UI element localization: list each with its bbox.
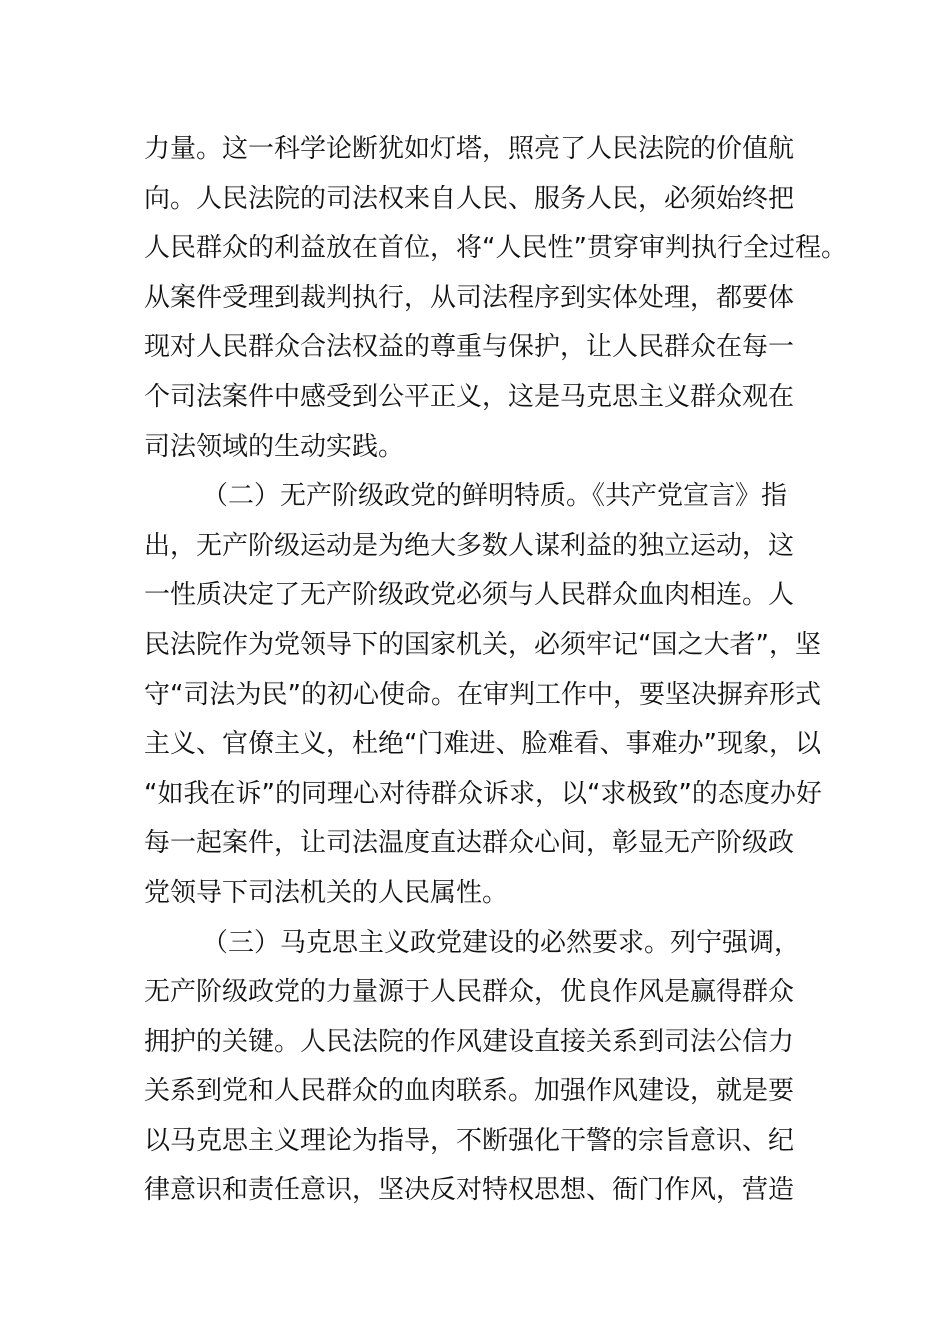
- text-line: 拥护的关键。人民法院的作风建设直接关系到司法公信力: [144, 1026, 795, 1057]
- text-line: 力量。这一科学论断犹如灯塔，照亮了人民法院的价值航: [144, 134, 795, 164]
- text-line: 民法院作为党领导下的国家机关，必须牢记“国之大者”，坚: [144, 629, 821, 660]
- text-line: 守“司法为民”的初心使命。在审判工作中，要坚决摒弃形式: [144, 679, 821, 710]
- paragraph-2: [144, 472, 822, 918]
- paragraph-1: [144, 125, 847, 472]
- text-line: 以马克思主义理论为指导，不断强化干警的宗旨意识、纪: [144, 1125, 795, 1156]
- text-line: 从案件受理到裁判执行，从司法程序到实体处理，都要体: [144, 282, 795, 313]
- text-line: 现对人民群众合法权益的尊重与保护，让人民群众在每一: [144, 332, 795, 363]
- text-line: 律意识和责任意识，坚决反对特权思想、衙门作风，营造: [144, 1175, 795, 1206]
- text-line: 出，无产阶级运动是为绝大多数人谋利益的独立运动，这: [144, 530, 795, 561]
- text-line: 党领导下司法机关的人民属性。: [144, 877, 509, 908]
- text-line: 司法领域的生动实践。: [144, 431, 405, 462]
- text-line: 主义、官僚主义，杜绝“门难进、脸难看、事难办”现象，以: [144, 729, 821, 760]
- text-line: 人民群众的利益放在首位，将“人民性”贯穿审判执行全过程。: [144, 233, 847, 264]
- text-line: 每一起案件，让司法温度直达群众心间，彰显无产阶级政: [144, 828, 795, 859]
- section-heading-line: （三）马克思主义政党建设的必然要求。列宁强调，: [202, 927, 801, 958]
- section-heading-line: （二）无产阶级政党的鲜明特质。《共产党宣言》指: [202, 481, 788, 512]
- text-line: 关系到党和人民群众的血肉联系。加强作风建设，就是要: [144, 1076, 795, 1107]
- text-line: 个司法案件中感受到公平正义，这是马克思主义群众观在: [144, 381, 795, 412]
- paragraph-3: [144, 919, 806, 1217]
- text-line: 向。人民法院的司法权来自人民、服务人民，必须始终把: [144, 183, 795, 214]
- text-line: 一性质决定了无产阶级政党必须与人民群众血肉相连。人: [144, 580, 795, 611]
- text-line: “如我在诉”的同理心对待群众诉求，以“求极致”的态度办好: [144, 778, 822, 809]
- text-line: 无产阶级政党的力量源于人民群众，优良作风是赢得群众: [144, 977, 795, 1008]
- body-text: [144, 125, 847, 1216]
